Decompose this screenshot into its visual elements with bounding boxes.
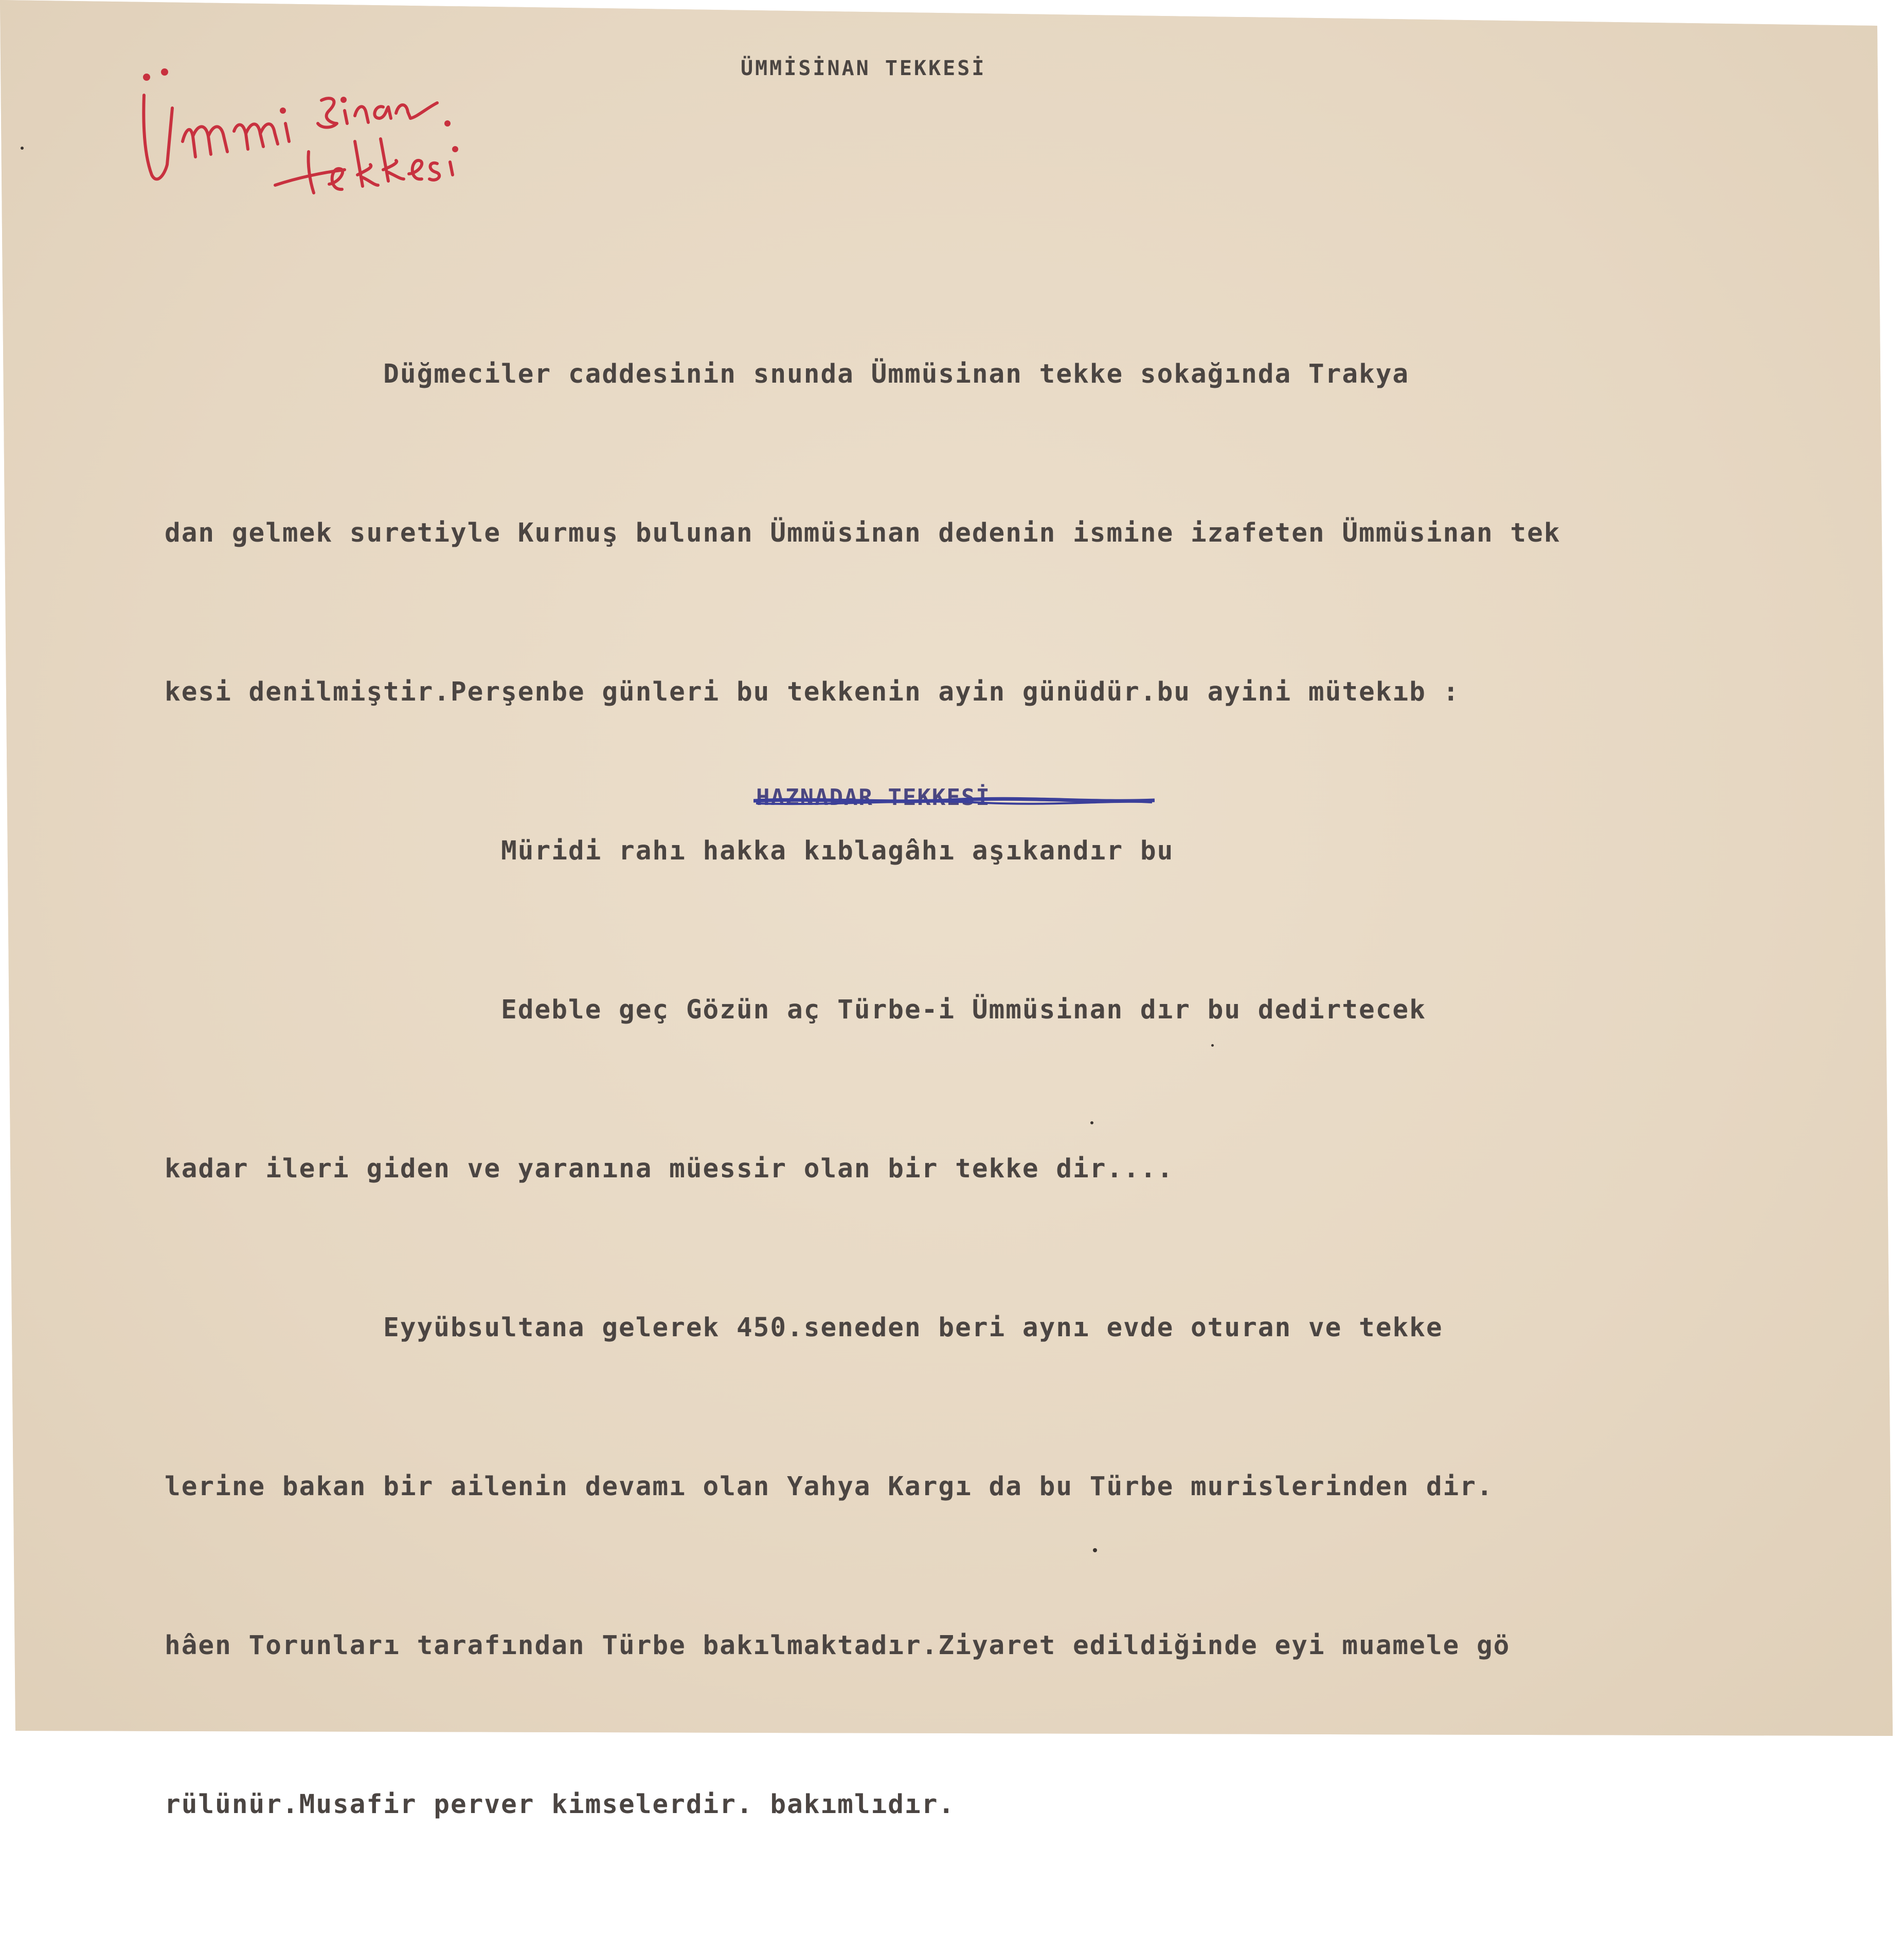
verse-line: Müridi rahı hakka kıblagâhı aşıkandır bu	[165, 836, 1174, 866]
struck-heading: HAZNADAR TEKKESİ	[756, 784, 991, 811]
body-line: kadar ileri giden ve yaranına müessir olan bir tekke dir....	[165, 1154, 1174, 1184]
body-line: Eyyübsultana gelerek 450.seneden beri aynı evde oturan ve tekke	[165, 1313, 1443, 1343]
body-line: kesi denilmiştir.Perşenbe günleri bu tekkenin ayin günüdür.bu ayini mütekıb :	[165, 677, 1460, 707]
document-body	[165, 242, 1560, 1937]
document-title: ÜMMİSİNAN TEKKESİ	[741, 57, 986, 80]
body-line: lerine bakan bir ailenin devamı olan Yahya Kargı da bu Türbe murislerinden dir.	[165, 1472, 1494, 1502]
paper-speck	[1211, 1044, 1214, 1047]
paper-speck	[1093, 1548, 1097, 1552]
body-line: dan gelmek suretiyle Kurmuş bulunan Ümmüsinan dedenin ismine izafeten Ümmüsinan tek	[165, 518, 1561, 548]
paper-speck	[1090, 1121, 1093, 1124]
paper-speck	[21, 147, 24, 150]
body-line: rülünür.Musafir perver kimselerdir. bakımlıdır.	[165, 1789, 956, 1820]
verse-line: Edeble geç Gözün aç Türbe-i Ümmüsinan dır bu dedirtecek	[165, 995, 1426, 1025]
body-line: hâen Torunları tarafından Türbe bakılmaktadır.Ziyaret edildiğinde eyi muamele gö	[165, 1630, 1511, 1661]
body-line: Düğmeciler caddesinin snunda Ümmüsinan tekke sokağında Trakya	[165, 359, 1410, 389]
